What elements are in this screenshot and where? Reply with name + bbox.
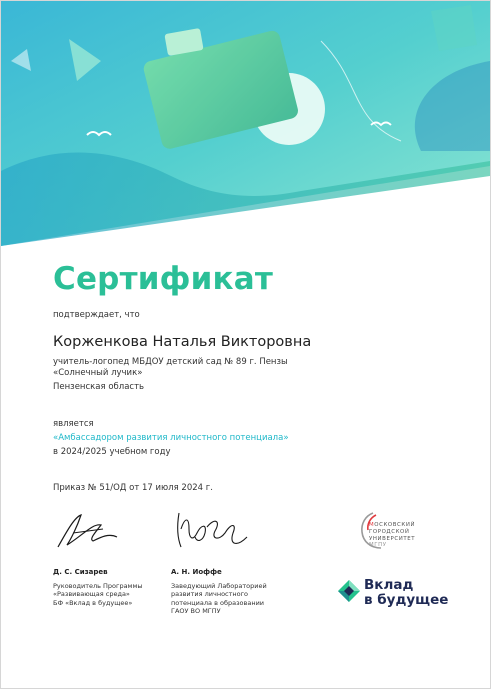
ambassador-role: «Амбассадором развития личностного потенциала» xyxy=(53,433,289,443)
academic-year: в 2024/2025 учебном году xyxy=(53,447,171,457)
fund-logo-text xyxy=(364,578,448,608)
confirms-label: подтверждает, что xyxy=(53,310,140,320)
signatory-2-role xyxy=(171,582,291,615)
university-name-line: МОСКОВСКИЙ xyxy=(369,522,416,528)
signatory-1-role-line: «Развивающая среда» xyxy=(53,590,130,599)
fund-name-line: Вклад xyxy=(364,577,414,593)
fund-logo-icon xyxy=(336,578,362,604)
university-abbr: МГПУ xyxy=(369,542,387,549)
signatory-2-role-line: потенциала в образовании xyxy=(171,598,265,607)
recipient-name: Корженкова Наталья Викторовна xyxy=(53,334,312,350)
signature-ioffe xyxy=(171,507,251,553)
signatory-2-role-line: ГАОУ ВО МГПУ xyxy=(171,606,221,615)
signatory-1-role-line: БФ «Вклад в будущее» xyxy=(53,598,133,607)
university-name-rest: ОСКОВСКИЙ xyxy=(374,522,416,528)
signatory-2-name: А. Н. Иоффе xyxy=(171,568,222,576)
signature-sizarev xyxy=(53,509,123,551)
university-name-line: ГОРОДСКОЙ xyxy=(369,528,410,535)
signatory-1-role xyxy=(53,582,163,607)
is-label: является xyxy=(53,419,94,429)
position-line-2: «Солнечный лучик» xyxy=(53,368,143,378)
signatory-2-role-line: развития личностного xyxy=(171,590,249,599)
signatory-1-name: Д. С. Сизарев xyxy=(53,568,108,576)
region: Пензенская область xyxy=(53,382,145,392)
university-name-line: УНИВЕРСИТЕТ xyxy=(369,535,416,542)
header-illustration xyxy=(1,1,490,246)
position-line-1: учитель-логопед МБДОУ детский сад № 89 г. Пензы xyxy=(53,357,288,367)
order-reference: Приказ № 51/ОД от 17 июля 2024 г. xyxy=(53,483,213,493)
signatory-1-role-line: Руководитель Программы xyxy=(53,582,143,590)
university-logo xyxy=(359,510,429,554)
certificate-title: Сертификат xyxy=(53,261,274,297)
signatory-2-role-line: Заведующий Лабораторией xyxy=(171,582,267,590)
fund-name-line: в будущее xyxy=(364,592,449,608)
